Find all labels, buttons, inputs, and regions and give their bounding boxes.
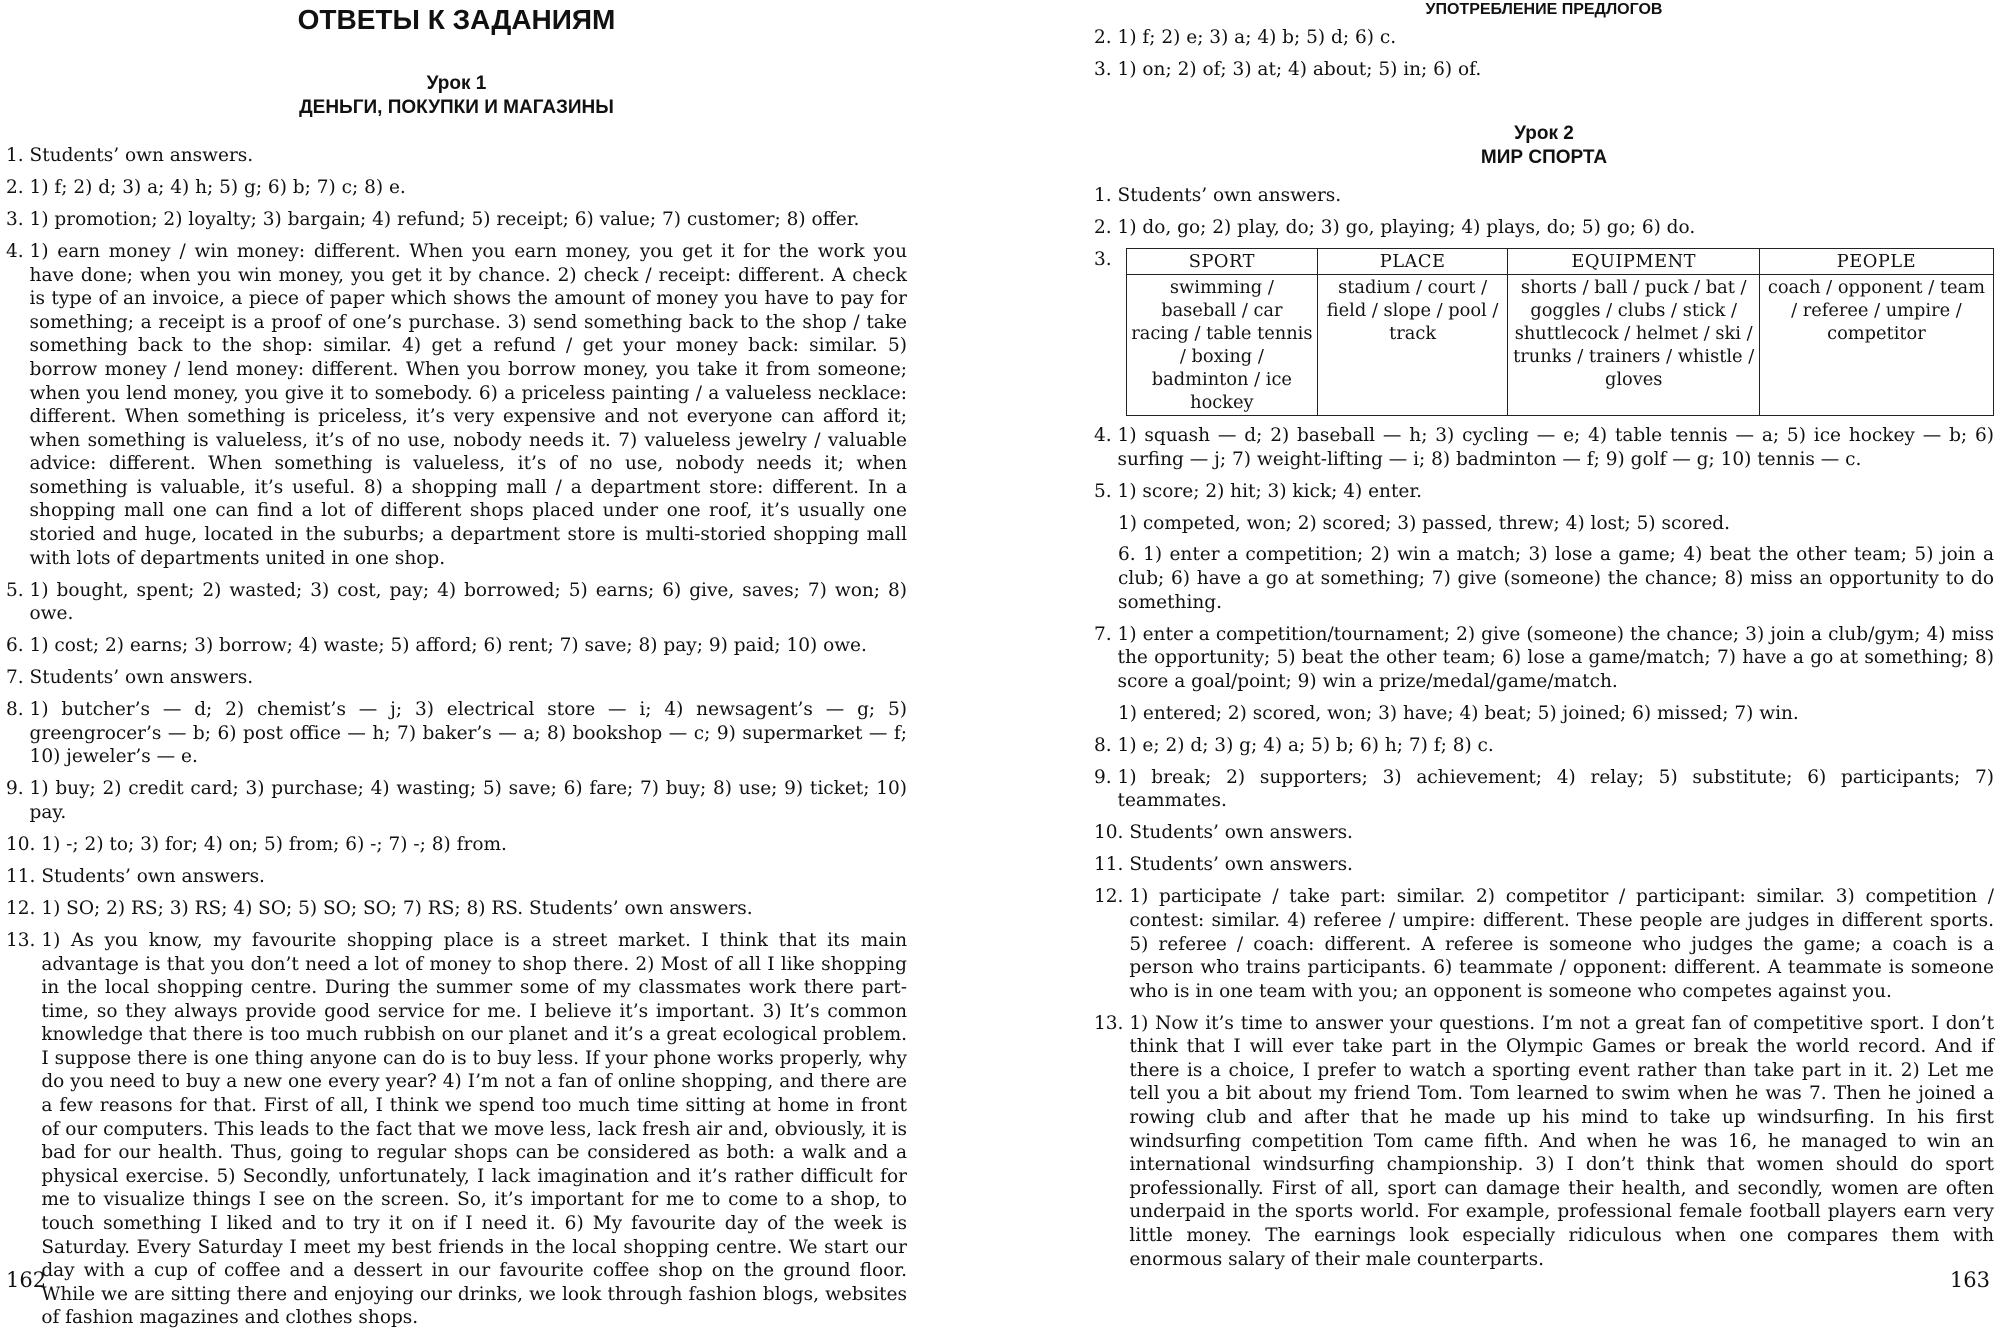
item-number: 6. xyxy=(6,635,30,657)
item-number: 13. xyxy=(6,929,42,951)
item-number: 10. xyxy=(1094,822,1130,844)
item-number: 10. xyxy=(6,833,42,855)
answer-item xyxy=(1094,821,1994,845)
table-header: PEOPLE xyxy=(1759,248,1993,274)
answer-item xyxy=(6,208,907,232)
item-number: 11. xyxy=(6,865,42,887)
item-text: Students’ own answers. xyxy=(1129,822,1353,844)
answer-item xyxy=(6,176,907,200)
item-text: 1) e; 2) d; 3) g; 4) a; 5) b; 6) h; 7) f; 8) c. xyxy=(1117,734,1494,756)
item-text: 1) butcher’s — d; 2) chemist’s — j; 3) electrical store — i; 4) newsagent’s — g; 5) greengrocer’s — b; 6) post office — h; 7) baker’s — a; 8) bookshop — c; 9) supermarket — f; 10) jeweler’s — e. xyxy=(29,699,907,768)
answer-item xyxy=(6,865,907,889)
prepositions-answers xyxy=(1094,26,1994,82)
item-number: 2. xyxy=(1094,27,1118,48)
answer-item xyxy=(6,634,907,658)
item-text: Students’ own answers. xyxy=(29,145,254,166)
item-number: 12. xyxy=(1094,886,1130,908)
item-number: 3. xyxy=(1094,248,1112,270)
item-text: 1) buy; 2) credit card; 3) purchase; 4) wasting; 5) save; 6) fare; 7) buy; 8) use; 9) ticket; 10) pay. xyxy=(29,778,907,823)
item-number: 4. xyxy=(6,240,30,262)
item-number: 8. xyxy=(6,699,30,721)
answer-item xyxy=(1094,184,1994,208)
item-text: 1) enter a competition/tournament; 2) give (someone) the chance; 3) join a club/gym; 4) miss the opportunity; 5) beat the other team; 6) lose a game/match; 7) have a go at something; 8) score a goal/point; 9) win a prize/medal/game/match. xyxy=(1117,623,1994,692)
answer-item xyxy=(6,144,907,168)
table-cell: stadium / court / field / slope / pool / track xyxy=(1317,274,1508,415)
answer-plain: 1) competed, won; 2) scored; 3) passed, threw; 4) lost; 5) scored. xyxy=(1118,512,1731,534)
answer-plain: 6. 1) enter a competition; 2) win a match; 3) lose a game; 4) beat the other team; 5) join a club; 6) have a go at something; 7) give (someone) the chance; 8) miss an opportunity to do something. xyxy=(1118,544,1994,613)
item-number: 7. xyxy=(6,667,30,689)
item-number: 7. xyxy=(1094,623,1118,645)
item-number: 9. xyxy=(6,778,30,800)
answer-item xyxy=(6,579,907,626)
item-text: 1) break; 2) supporters; 3) achievement; 4) relay; 5) substitute; 6) participants; 7) teammates. xyxy=(1117,766,1994,812)
sport-table-item xyxy=(1094,248,1994,416)
answer-item xyxy=(6,833,907,857)
item-number: 9. xyxy=(1094,766,1118,788)
answer-item xyxy=(1094,853,1994,877)
item-text: 1) f; 2) e; 3) a; 4) b; 5) d; 6) c. xyxy=(1117,27,1397,48)
right-page xyxy=(1090,0,1998,1296)
answer-item xyxy=(6,897,907,921)
answer-item xyxy=(6,666,907,690)
item-text: 1) on; 2) of; 3) at; 4) about; 5) in; 6) of. xyxy=(1117,58,1482,80)
item-text: Students’ own answers. xyxy=(29,667,254,689)
answer-item xyxy=(1094,734,1994,758)
answer-item xyxy=(6,929,907,1330)
item-text: 1) SO; 2) RS; 3) RS; 4) SO; 5) SO; SO; 7) RS; 8) RS. Students’ own answers. xyxy=(41,897,753,919)
item-number: 8. xyxy=(1094,734,1118,756)
item-number: 2. xyxy=(1094,216,1118,238)
sport-table xyxy=(1126,248,1994,416)
item-number: 2. xyxy=(6,176,30,198)
table-cell: coach / opponent / team / referee / umpire / competitor xyxy=(1759,274,1993,415)
answer-item xyxy=(1094,885,1994,1003)
lesson-2-answers-a xyxy=(1094,184,1994,240)
item-text: Students’ own answers. xyxy=(41,865,265,887)
answer-item xyxy=(1094,58,1994,82)
item-text: 1) cost; 2) earns; 3) borrow; 4) waste; 5) afford; 6) rent; 7) save; 8) pay; 9) paid; 10) owe. xyxy=(29,635,867,657)
item-text: 1) participate / take part: similar. 2) competitor / participant: similar. 3) competition / contest: similar. 4) referee / umpire: different. These people are judges in different sports. 5) referee / coach: different. A referee is someone who judges the game; a coach is a person who trains participants. 6) teammate / opponent: different. A teammate is someone who is in one team with you; an opponent is someone who competes against you. xyxy=(1129,886,1994,1002)
answers-title: ОТВЕТЫ К ЗАДАНИЯМ xyxy=(297,4,616,35)
item-text: 1) do, go; 2) play, do; 3) go, playing; 4) plays, do; 5) go; 6) do. xyxy=(1117,216,1696,238)
item-text: 1) earn money / win money: different. When you earn money, you get it for the work you have done; when you win money, you get it by chance. 2) check / receipt: different. A check is type of an invoice, a piece of paper which shows the amount of money you have to pay for something; a receipt is a proof of one’s purchase. 3) send something back to the shop / take something back to the shop: similar. 4) get a refund / get your money back: similar. 5) borrow money / lend money: different. When you borrow money, you take it from someone; when you lend money, you give it to somebody. 6) a priceless painting / a valueless necklace: different. When something is priceless, it’s very expensive and not everyone can afford it; when something is valueless, it’s of no use, nobody needs it. 7) valueless jewelry / valuable advice: different. When something is valueless, it’s of no use, nobody needs it; when something is valuable, it’s useful. 8) a shopping mall / a department store: different. In a shopping mall one can find a lot of different shops placed under one roof, it’s usually one storied and huge, located in the suburbs; a department store is multi-storied shopping mall with lots of departments united in one shop. xyxy=(29,240,907,569)
running-head: УПОТРЕБЛЕНИЕ ПРЕДЛОГОВ xyxy=(1425,1,1663,18)
item-number: 4. xyxy=(1094,424,1118,446)
table-header: PLACE xyxy=(1317,248,1508,274)
answer-item xyxy=(6,240,907,570)
answer-item xyxy=(6,777,907,824)
lesson-1-answers xyxy=(6,144,907,1330)
item-number: 1. xyxy=(1094,184,1118,206)
answer-item xyxy=(6,698,907,769)
left-page xyxy=(0,0,915,1329)
lesson-1-number: Урок 1 xyxy=(426,73,487,94)
item-number: 13. xyxy=(1094,1012,1130,1034)
item-text: 1) Now it’s time to answer your questions. I’m not a great fan of competitive sport. I don’t think that I will ever take part in the Olympic Games or break the world record. And if there is a choice, I prefer to watch a sporting event rather than take part in it. 2) Let me tell you a bit about my friend Tom. Tom learned to swim when he was 7. Then he joined a rowing club and after that he made up his mind to take up windsurfing. In his first windsurfing competition Tom came fifth. And when he was 16, he managed to win an international windsurfing championship. 3) I don’t think that women should do sport professionally. First of all, sport can damage their health, and secondly, women are often underpaid in the sports world. For example, professional female football players earn very little money. The earnings look especially ridiculous when one compares them with enormous salary of their male counterparts. xyxy=(1129,1012,1994,1270)
item-number: 12. xyxy=(6,897,42,919)
item-text: 1) bought, spent; 2) wasted; 3) cost, pay; 4) borrowed; 5) earns; 6) give, saves; 7) won; 8) owe. xyxy=(29,579,907,625)
lesson-2-title: МИР СПОРТА xyxy=(1480,146,1608,168)
page-number-left: 162 xyxy=(6,1268,47,1292)
item-number: 3. xyxy=(6,208,30,230)
answer-item xyxy=(1094,424,1994,471)
item-text: 1) As you know, my favourite shopping place is a street market. I think that its main advantage is that you don’t need a lot of money to shop there. 2) Most of all I like shopping in the local shopping centre. During the summer some of my classmates work there part-time, so they always provide good service for me. I believe it’s important. 3) It’s common knowledge that there is too much rubbish on our planet and it’s a great ecological problem. I suppose there is one thing anyone can do is to buy less. If your phone works properly, why do you need to buy a new one every year? 4) I’m not a fan of online shopping, and there are a few reasons for that. First of all, I think we spend too much time sitting at home in front of our computers. This leads to the fact that we move less, lack fresh air and, obviously, it is bad for our health. Thus, going to regular shops can be considered as both: a walk and a physical exercise. 5) Secondly, unfortunately, I lack imagination and it’s rather difficult for me to visualize things I see on the screen. So, it’s important for me to come to a shop, to touch something I liked and to try it on if I need it. 6) My favourite day of the week is Saturday. Every Saturday I meet my best friends in the local shopping centre. We start our day with a cup of coffee and a dessert in our favourite coffee shop on the ground floor. While we are sitting there and enjoying our drinks, we look through fashion blogs, websites of fashion magazines and clothes shops. xyxy=(41,929,907,1329)
answer-item xyxy=(1094,26,1994,50)
answer-item xyxy=(1094,766,1994,813)
item-number: 5. xyxy=(6,579,30,601)
answer-item xyxy=(1094,480,1994,504)
table-cell: shorts / ball / puck / bat / goggles / clubs / stick / shuttlecock / helmet / ski / trunks / trainers / whistle / gloves xyxy=(1508,274,1759,415)
lesson-2-answers-b xyxy=(1094,424,1994,503)
item-text: 1) squash — d; 2) baseball — h; 3) cycling — e; 4) table tennis — a; 5) ice hockey — b; 6) surfing — j; 7) weight-lifting — i; 8) badminton — f; 9) golf — g; 10) tennis — c. xyxy=(1117,424,1994,470)
item-text: Students’ own answers. xyxy=(1129,854,1353,876)
item-number: 5. xyxy=(1094,480,1118,502)
item-number: 3. xyxy=(1094,58,1118,80)
table-header: SPORT xyxy=(1127,248,1318,274)
item-text: 1) score; 2) hit; 3) kick; 4) enter. xyxy=(1117,480,1423,502)
item-text: 1) promotion; 2) loyalty; 3) bargain; 4) refund; 5) receipt; 6) value; 7) customer; 8) offer. xyxy=(29,208,860,230)
answer-plain: 1) entered; 2) scored, won; 3) have; 4) beat; 5) joined; 6) missed; 7) win. xyxy=(1118,702,1799,724)
lesson-2-number: Урок 2 xyxy=(1514,122,1574,144)
item-text: Students’ own answers. xyxy=(1117,184,1342,206)
page-number-right: 163 xyxy=(1949,1268,1990,1292)
item-number: 11. xyxy=(1094,854,1130,876)
table-header: EQUIPMENT xyxy=(1508,248,1759,274)
table-cell: swimming / baseball / car racing / table tennis / boxing / badminton / ice hockey xyxy=(1127,274,1318,415)
item-number: 1. xyxy=(6,145,30,166)
answer-item xyxy=(1094,216,1994,240)
lesson-2-answers-c xyxy=(1094,623,1994,694)
item-text: 1) f; 2) d; 3) a; 4) h; 5) g; 6) b; 7) c; 8) e. xyxy=(29,176,406,198)
answer-item xyxy=(1094,623,1994,694)
lesson-1-title: ДЕНЬГИ, ПОКУПКИ И МАГАЗИНЫ xyxy=(299,97,614,118)
lesson-2-answers-d xyxy=(1094,734,1994,1271)
item-text: 1) -; 2) to; 3) for; 4) on; 5) from; 6) -; 7) -; 8) from. xyxy=(41,833,507,855)
answer-item xyxy=(1094,1012,1994,1272)
